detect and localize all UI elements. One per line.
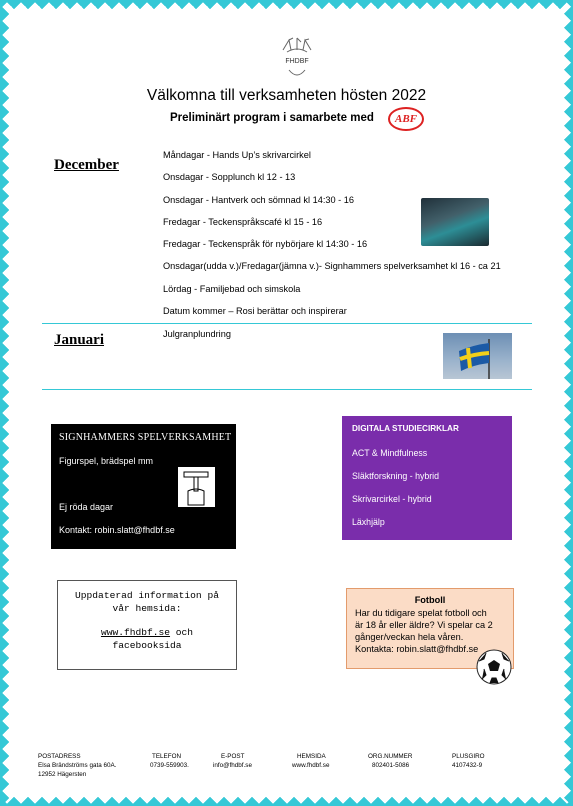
decorative-border-left (0, 0, 22, 806)
footer-value: Elsa Brändströms gata 60A. (38, 762, 117, 769)
page-title: Välkomna till verksamheten hösten 2022 (146, 87, 427, 104)
page-subtitle: Preliminärt program i samarbete med (170, 112, 374, 124)
info-line: och (170, 627, 194, 638)
footer-value: 4107432-9 (452, 762, 483, 769)
list-item: Skrivarcirkel - hybrid (352, 494, 432, 504)
footer-label: POSTADRESS (38, 753, 81, 760)
footer-value: www.fhdbf.se (292, 762, 330, 769)
website-link[interactable]: www.fhdbf.se (100, 627, 171, 638)
football-line: Har du tidigare spelat fotboll och (355, 608, 487, 618)
football-icon (476, 649, 512, 685)
footer-value: info@fhdbf.se (213, 762, 252, 769)
footer-phone (150, 752, 189, 770)
footer-label: TELEFON (152, 753, 182, 760)
decorative-border-top (0, 0, 573, 22)
footer-label: ORG.NUMMER (368, 753, 413, 760)
footer-label: HEMSIDA (297, 753, 326, 760)
footer-value: 12952 Hägersten (38, 771, 87, 778)
footer-plusgiro (452, 752, 485, 770)
knitting-photo (421, 198, 489, 246)
list-item: Onsdagar - Sopplunch kl 12 - 13 (163, 172, 296, 183)
football-contact: Kontakta: robin.slatt@fhdbf.se (355, 644, 479, 654)
football-line: gånger/veckan hela våren. (355, 632, 464, 642)
info-link-line (58, 627, 236, 638)
website-info-box (57, 580, 237, 670)
swedish-flag-photo (443, 333, 512, 379)
digital-box-title: DIGITALA STUDIECIRKLAR (352, 424, 459, 433)
footer-website (292, 752, 329, 770)
signhammer-title: SIGNHAMMERS SPELVERKSAMHET (59, 432, 232, 443)
football-line: är 18 år eller äldre? Vi spelar ca 2 (355, 620, 493, 630)
football-title: Fotboll (414, 595, 446, 605)
footer-address (38, 752, 116, 779)
list-item: Släktforskning - hybrid (352, 471, 440, 481)
fhdbf-logo-icon (273, 36, 321, 84)
list-item: Lördag - Familjebad och simskola (163, 283, 301, 294)
list-item: Fredagar - Teckenspråk för nybörjare kl 14:30 - 16 (163, 239, 368, 250)
section-divider (42, 323, 532, 324)
decorative-border-bottom (0, 784, 573, 806)
list-item: Måndagar - Hands Up’s skrivarcirkel (163, 150, 311, 160)
section-divider (42, 389, 532, 390)
abf-logo: ABF (388, 107, 424, 131)
list-item: Onsdagar(udda v.)/Fredagar(jämna v.)- Signhammers spelverksamhet kl 16 - ca 21 (163, 261, 501, 272)
info-line: Uppdaterad information på (75, 590, 219, 601)
footer-value: 0739-559903. (150, 762, 189, 769)
footer-orgnr (368, 752, 412, 770)
list-item: Onsdagar - Hantverk och sömnad kl 14:30 - 16 (163, 194, 354, 205)
footer-value: 802401-5086 (372, 762, 410, 769)
hammer-hand-icon (178, 467, 215, 507)
list-item: ACT & Mindfulness (352, 448, 428, 458)
footer-email (213, 752, 252, 770)
footer-label: PLUSGIRO (452, 753, 485, 760)
info-line: facebooksida (112, 640, 182, 651)
decorative-border-right (551, 0, 573, 806)
month-december-heading: December (54, 157, 119, 173)
digital-studycircles-box (342, 416, 512, 540)
list-item: Julgranplundring (163, 329, 231, 339)
month-januari-heading: Januari (54, 332, 105, 348)
list-item: Datum kommer – Rosi berättar och inspirerar (163, 306, 347, 317)
logo-text: FHDBF (285, 58, 309, 65)
signhammer-box (51, 424, 236, 549)
signhammer-contact: Kontakt: robin.slatt@fhdbf.se (59, 525, 175, 535)
list-item: Läxhjälp (352, 517, 385, 527)
footer-label: E-POST (221, 753, 245, 760)
signhammer-line: Figurspel, brädspel mm (59, 456, 154, 466)
list-item: Fredagar - Teckenspråkscafé kl 15 - 16 (163, 216, 323, 227)
info-line: vår hemsida: (112, 603, 182, 614)
signhammer-line: Ej röda dagar (59, 502, 114, 512)
